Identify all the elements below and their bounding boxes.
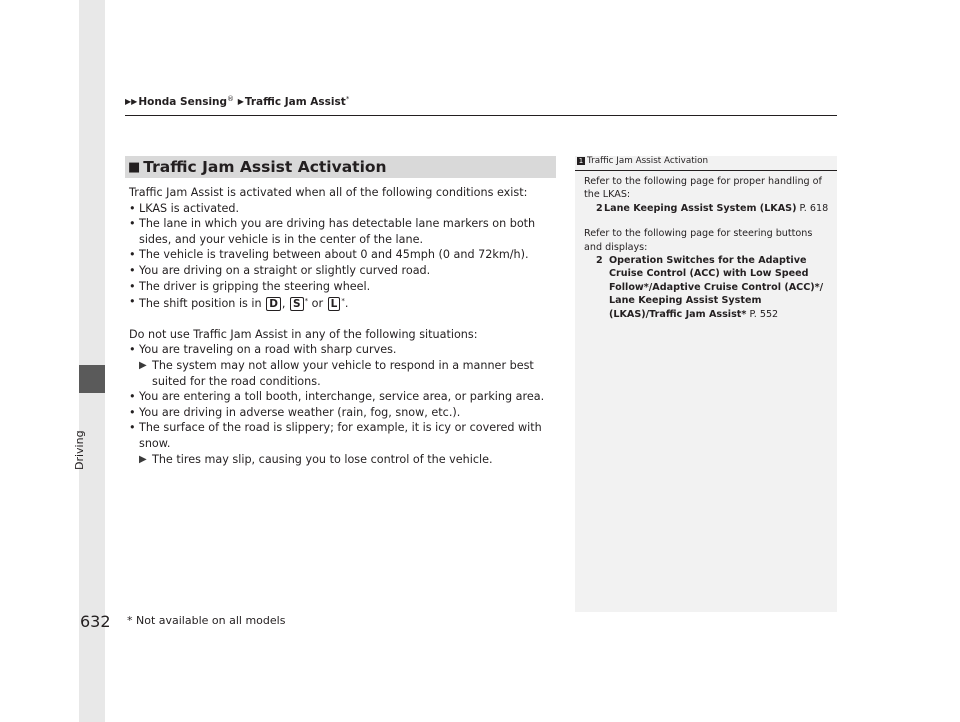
section-heading xyxy=(125,156,556,178)
shift-separator: , xyxy=(281,297,290,311)
reference-title[interactable]: Operation Switches for the Adaptive Cruise Control (ACC) with Low Speed Follow*/Adaptive Cruise Control (ACC)*/ Lane Keeping Assist System (LKAS)/Traffic Jam Assist* xyxy=(609,255,824,320)
sidebar-note: Refer to the following page for proper handling of the LKAS: xyxy=(584,176,822,201)
reference-page: P. 618 xyxy=(796,202,829,214)
result-arrow-icon: ▶ xyxy=(139,453,147,465)
shift-key-s: S xyxy=(290,297,304,311)
reference-title[interactable]: Lane Keeping Assist System (LKAS) xyxy=(604,202,797,214)
condition-item: • The vehicle is traveling between about 0 and 45mph (0 and 72km/h). xyxy=(129,247,559,263)
breadcrumb xyxy=(125,95,349,108)
situation-result xyxy=(129,452,559,468)
condition-item: • The lane in which you are driving has detectable lane markers on both sides, and your vehicle is in the center of the lane. xyxy=(129,216,559,247)
main-text xyxy=(129,185,559,467)
breadcrumb-arrow-icon: ▶▶ xyxy=(125,97,138,106)
condition-item: • You are driving on a straight or slightly curved road. xyxy=(129,263,559,279)
situation-result xyxy=(129,358,559,389)
header-rule xyxy=(125,115,837,116)
asterisk-mark: * xyxy=(304,297,309,306)
registered-mark: ® xyxy=(227,95,235,103)
condition-item-shift xyxy=(129,294,559,312)
breadcrumb-item-traffic-jam-assist[interactable]: Traffic Jam Assist xyxy=(244,96,346,108)
do-not-intro: Do not use Traffic Jam Assist in any of the following situations: xyxy=(129,327,478,341)
section-marker-icon: ■ xyxy=(128,159,141,175)
note-icon: 1 xyxy=(578,157,584,165)
reference-icon: 2 xyxy=(596,255,603,267)
sidebar-note: Refer to the following page for steering buttons and displays: xyxy=(584,228,813,253)
side-tab-marker xyxy=(79,365,105,393)
sidebar-heading-text: Traffic Jam Assist Activation xyxy=(587,156,709,166)
sidebar-heading xyxy=(575,156,837,171)
footnote: * Not available on all models xyxy=(127,614,286,627)
shift-prefix: The shift position is in xyxy=(139,297,266,311)
shift-end: . xyxy=(344,297,349,311)
situation-item: • You are entering a toll booth, interchange, service area, or parking area. xyxy=(129,389,559,405)
asterisk-mark: * xyxy=(345,95,350,103)
sidebar-body xyxy=(584,175,832,321)
asterisk-mark: * xyxy=(341,297,345,306)
situation-result-text: The tires may slip, causing you to lose control of the vehicle. xyxy=(152,452,493,466)
cross-reference-link[interactable] xyxy=(584,254,832,321)
situation-item: • You are driving in adverse weather (rain, fog, snow, etc.). xyxy=(129,405,559,421)
situation-item: • The surface of the road is slippery; for example, it is icy or covered with snow. xyxy=(129,420,559,451)
shift-or: or xyxy=(308,297,327,311)
situation-result-text: The system may not allow your vehicle to respond in a manner best suited for the road conditions. xyxy=(152,358,534,388)
condition-item: • The driver is gripping the steering wheel. xyxy=(129,279,559,295)
side-tab-label: Driving xyxy=(73,430,86,470)
cross-reference-link[interactable] xyxy=(584,202,832,215)
breadcrumb-item-honda-sensing[interactable]: Honda Sensing xyxy=(138,96,228,108)
condition-item: • LKAS is activated. xyxy=(129,201,559,217)
section-title: Traffic Jam Assist Activation xyxy=(143,158,387,176)
shift-key-d: D xyxy=(266,297,281,311)
intro-text: Traffic Jam Assist is activated when all of the following conditions exist: xyxy=(129,186,528,199)
situation-item: • You are traveling on a road with sharp curves. xyxy=(129,342,559,358)
sidebar-notes xyxy=(575,156,837,612)
breadcrumb-arrow-icon: ▶ xyxy=(237,97,244,106)
reference-page: P. 552 xyxy=(746,308,779,320)
result-arrow-icon: ▶ xyxy=(139,359,147,371)
reference-icon: 2 xyxy=(596,202,603,214)
shift-key-l: L xyxy=(328,297,341,311)
page-number: 632 xyxy=(80,612,111,631)
